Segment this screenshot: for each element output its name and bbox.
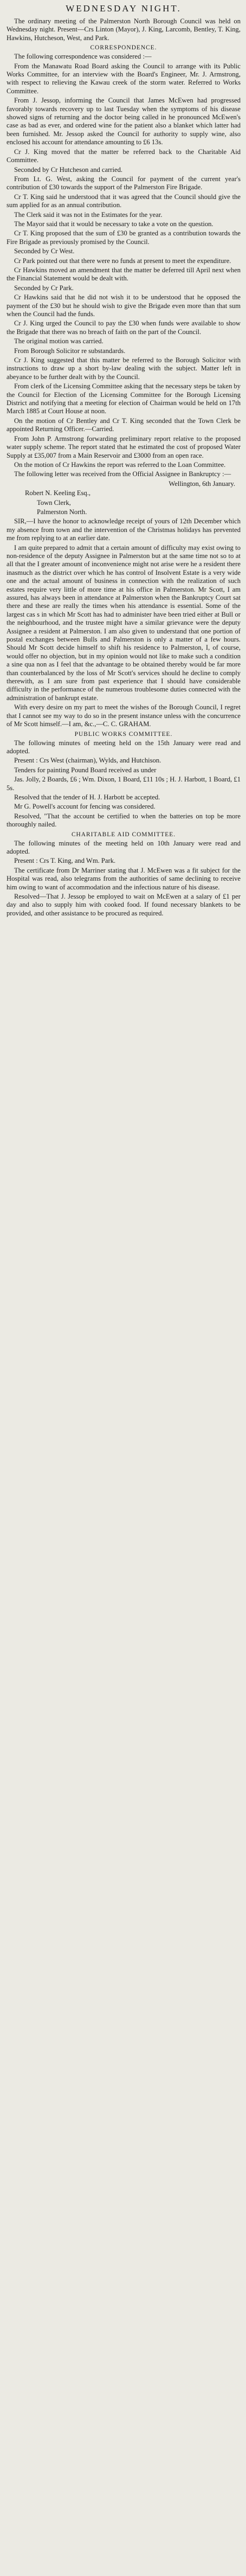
paragraph: Resolved—That J. Jessop be employed to wait on McEwen at a salary of £1 per day and also to supply him with cooked food. If found necessary blankets to be provided, and other assistance to be procured as required. — [7, 893, 241, 917]
paragraph: Cr J. King suggested that this matter be referred to the Borough Solicitor with instructions to draw up a short by-law dealing with the subject. Matter left in abeyance to be further dealt with by the Council. — [7, 356, 241, 381]
paragraph: Cr J. King urged the Council to pay the £30 when funds were available to show the Brigade that there was no breach of faith on the part of the Council. — [7, 319, 241, 336]
section-heading-charitable-aid: CHARITABLE AID COMMITTEE. — [71, 831, 176, 838]
section-heading-correspondence: CORRESPONDENCE. — [90, 44, 157, 52]
paragraph: The original motion was carried. — [14, 337, 103, 345]
paragraph: Mr G. Powell's account for fencing was considered. — [14, 803, 156, 811]
paragraph: The following minutes of the meeting held on 10th January were read and adopted. — [7, 839, 241, 855]
paragraph: From Borough Solicitor re substandards. — [14, 347, 126, 355]
paragraph: Cr Hawkins said that he did not wish it to be understood that he opposed the payment of the £30 but he should wish to give the Brigade even more than that sum when the Council had the funds. — [7, 293, 241, 318]
paragraph: Seconded by Cr Park. — [14, 284, 74, 292]
paragraph: SIR,—I have the honor to acknowledge receipt of yours of 12th December which my absence from town and the intervention of the Christmas holidays has prevented me from replying to at an earlier date. — [7, 517, 241, 542]
charitable-aid-section — [7, 840, 241, 918]
paragraph: Cr T. King proposed that the sum of £30 be granted as a contribution towards the Fire Brigade as previously promised by the Council. — [7, 229, 241, 246]
paragraph: Cr J. King moved that the matter be referred back to the Charitable Aid Committee. — [7, 148, 241, 164]
paragraph: Tenders for painting Pound Board received as under — [14, 766, 157, 774]
letter-addressee: Robert N. Keeling Esq., — [25, 489, 91, 497]
paragraph: From J. Jessop, informing the Council that James McEwen had progressed favorably towards recovery up to last Tuesday when the symptoms of his disease showed signs of returning and the doctor being called in he pronounced McEwen's case as bad as ever, and ordered wine for the patient also a blanket which latter had been furnished. Mr. Jessop asked the Council for authority to supply wine, also enclosed his account for attendance amounting to £6 13s. — [7, 97, 241, 146]
paragraph: From the Manawatu Road Board asking the Council to arrange with its Public Works Committee, for an interview with the Board's Engineer, Mr. J. Armstrong, with respect to relieving the Kawau creek of the storm water. Referred to Works Committee. — [7, 62, 241, 95]
intro-paragraph: The ordinary meeting of the Palmerston North Borough Council was held on Wednesday night. Present—Crs Linton (Mayor), J. King, Larcomb, Bentley, T. King, Hawkins, Hutcheson, West, and Park. — [7, 17, 241, 42]
paragraph: The following minutes of meeting held on the 15th January were read and adopted. — [7, 739, 241, 755]
paragraph: Cr Park pointed out that there were no funds at present to meet the expenditure. — [14, 257, 231, 265]
paragraph: From Lt. G. West, asking the Council for payment of the current year's contribution of £30 towards the support of the Palmerston Fire Brigade. — [7, 175, 241, 191]
paragraph: On the motion of Cr Hawkins the report was referred to the Loan Committee. — [14, 460, 226, 469]
letter-place-date: Wellington, 6th January. — [169, 479, 235, 488]
paragraph: Resolved, "That the account be certified to when the batteries on top be more thoroughly nailed. — [7, 812, 241, 829]
correspondence-section — [7, 53, 241, 479]
paragraph: Present : Crs West (chairman), Wylds, and Hutchison. — [14, 757, 161, 765]
letter-addressee: Palmerston North. — [37, 508, 87, 516]
paragraph: With every desire on my part to meet the wishes of the Borough Council, I regret that I cannot see my way to do so in the present instance unless with the concurrence of Mr Scott himself.—I am, &c.,—C. C. GRAHAM. — [7, 703, 241, 728]
paragraph: I am quite prepared to admit that a certain amount of difficulty may exist owing to non-residence of the deputy Assignee in Palmerston but at the same time not so to at all that the I greater amount of inconvenience might not arise were he a resident there inasmuch as the district over which he has control of Insolvent Estate is a very wide one and the actual amount of business in connection with the realization of such estates require very little of more time at his office in Palmerston. Mr Scott, I am assured, has always been in attendance at Palmerston when the Bankruptcy Court sat there and these are really the times when his attendance is essential. Some of the largest cas s in which Mr Scott has had to administer have been tried either at Bull or the neighbourhood, and the trustee might have a similar grievance were the deputy Assignee a resident at Palmerston. I am also given to understand that one portion of postal exchanges between Bulls and Palmerston is only a matter of a few hours. Should Mr Scott decide himself to shift his residence to Palmerston, I, of course, would offer no objection, but in my opinion would not like to make such a condition a sine qua non as I feel that the advantage to be obtained thereby would be far more than counterbalanced by the loss of Mr Scott's services should he decline to comply therewith, as I am sure from past experience that I should have considerable difficulty in the performance of the numerous troublesome duties connected with the administration of bankrupt estate. — [7, 543, 241, 702]
paragraph: The following letter was received from the Official Assignee in Bankruptcy :— — [14, 470, 231, 478]
paragraph: From clerk of the Licensing Committee asking that the necessary steps be taken by the Council for Election of the Licensing Committee for the Borough Licensing District and notifying that a meeting for election of Chairman would be held on 17th March 1885 at Court House at noon. — [7, 382, 241, 415]
paragraph: Cr Hawkins moved an amendment that the matter be deferred till April next when the Financial Statement would be dealt with. — [7, 266, 241, 283]
paragraph: The following correspondence was considered :— — [14, 53, 152, 61]
public-works-section — [7, 739, 241, 829]
letter-addressee: Town Clerk, — [37, 498, 71, 507]
paragraph: Jas. Jolly, 2 Boards, £6 ; Wm. Dixon, 1 Board, £11 10s ; H. J. Harbott, 1 Board, £1 5s. — [7, 776, 241, 792]
paragraph: Seconded by Cr West. — [14, 247, 75, 255]
paragraph: Seconded by Cr Hutcheson and carried. — [14, 165, 123, 174]
paragraph: Cr T. King said he understood that it was agreed that the Council should give the sum applied for as an annual contribution. — [7, 193, 241, 209]
paragraph: The Clerk said it was not in the Estimates for the year. — [14, 210, 163, 219]
paragraph: From John P. Armstrong forwarding preliminary report relative to the proposed water supply scheme. The report stated that he estimated the cost of proposed Water Supply at £35,007 from a Main Reservoir and £3000 from an open race. — [7, 434, 241, 459]
paragraph: The Mayor said that it would be necessary to take a vote on the question. — [14, 220, 213, 228]
paragraph: The certificate from Dr Marriner stating that J. McEwen was a fit subject for the Hospital was read, also telegrams from the authorities of same declining to receive him owing to want of accommodation and the infectious nature of his disease. — [7, 866, 241, 891]
paragraph: Present : Crs T. King, and Wm. Park. — [14, 857, 116, 865]
page-title: WEDNESDAY NIGHT. — [66, 3, 182, 14]
assignee-letter — [7, 480, 241, 729]
section-heading-public-works: PUBLIC WORKS COMMITTEE. — [74, 730, 173, 738]
paragraph: Resolved that the tender of H. J. Harbott be accepted. — [14, 793, 160, 801]
paragraph: On the motion of Cr Bentley and Cr T. King seconded that the Town Clerk be appointed Returning Officer.—Carried. — [7, 416, 241, 433]
